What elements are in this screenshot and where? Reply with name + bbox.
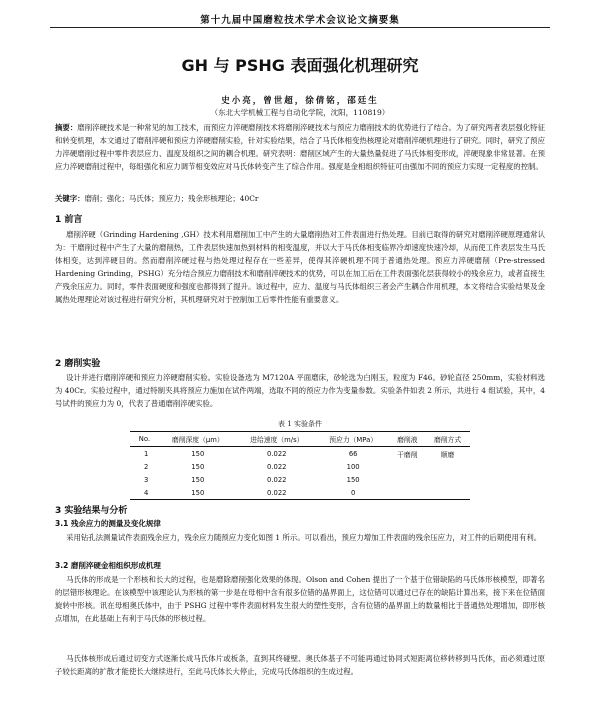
section-3-heading: 3 实验结果与分析: [55, 506, 128, 516]
table-cell: [389, 486, 425, 500]
section-1-paragraph: 磨削淬硬（Grinding Hardening ,GH）技术利用磨削加工中产生的大量磨削热对工件表面进行热处理。目前已取得的研究对磨削淬硬原理通常认为：干磨削过程中产生了大量的磨削热，工件表层快速加热到材料的相变温度，并以大于马氏体相变临界冷却速度快速冷却，从而使工件表层发生马氏体相变，达到淬硬目的。然而磨削淬硬过程与热处理过程存在一些差异，使得其淬硬机理不同于普通热处理。预应力淬硬磨削（Pre-stressed Hardening Grinding，PSHG）充分结合预应力磨削技术和磨削淬硬技术的优势，可以在加工后在工件表面强化层获得较小的残余应力，或者直接生产残余压应力。同时，零件表面硬度和强度也都得到了提升。该过程中，应力、温度与马氏体组织三者会产生耦合作用机理，本文将结合实验结果及金属热处理理论对该过程进行研究分析，其机理研究对于控制加工后零件性能有重要意义。: [55, 230, 545, 304]
section-3-1-paragraph: 采用钻孔法测量试件表面残余应力，残余应力随预应力变化如图 1 所示。可以看出，预应力增加工件表面的残余压应力，对工件的后期使用有利。: [66, 533, 542, 542]
table-cell: [425, 473, 470, 486]
table-cell: 100: [346, 462, 360, 471]
section-3-1-heading: 3.1 残余应力的测量及变化规律: [55, 519, 161, 528]
table-caption: 表 1 实验条件: [278, 420, 322, 428]
table-cell: 3: [144, 475, 149, 484]
table-cell: 66: [348, 449, 358, 458]
table-cell: 150: [346, 475, 360, 484]
table-row: [130, 473, 470, 486]
table-header-cell: 磨削液: [389, 432, 425, 447]
section-1-heading: 1 前言: [55, 215, 83, 225]
table-cell: 150: [191, 462, 205, 471]
running-header: 第十九届中国磨粒技术学术会议论文摘要集: [200, 15, 400, 26]
table-cell: 2: [144, 462, 149, 471]
table-row: [130, 486, 470, 500]
table-header-cell: 进给速度（m/s）: [237, 432, 317, 447]
table-header-cell: No.: [130, 432, 159, 447]
keywords-label: 关键字：: [55, 194, 85, 203]
experiment-table: [130, 431, 470, 500]
table-row: [130, 460, 470, 473]
table-row: [130, 447, 470, 461]
table-cell: 4: [144, 488, 149, 497]
keywords-text: 磨削；强化；马氏体；预应力；残余形核理论；40Cr: [84, 194, 259, 203]
section-3-2-paragraph-2: 马氏体核形成后通过切变方式逐渐长成马氏体片或板条，直到其终碰壁、奥氏体基子不可能再通过协同式短距离位移转移到马氏体，而必须通过原子较长距离的扩散才能使长大继续进行，至此马氏体长大停止，完成马氏体组织的生成过程。: [55, 654, 545, 676]
abstract-label: 摘要：: [55, 123, 78, 132]
table-cell: 0.022: [267, 449, 287, 458]
table-cell: 干磨削: [397, 450, 418, 459]
table-header-cell: 预应力（MPa）: [317, 432, 390, 447]
paper-title: GH 与 PSHG 表面强化机理研究: [181, 56, 419, 75]
keywords: [55, 192, 545, 205]
table-cell: 顺磨: [440, 450, 455, 459]
table-cell: [425, 460, 470, 473]
table-cell: 0.022: [267, 488, 287, 497]
table-header-row: [130, 432, 470, 447]
table-cell: [425, 486, 470, 500]
paper-authors: 史小亮，曾世超，徐倩铭，邵廷生: [221, 96, 379, 106]
table-cell: 0.022: [267, 462, 287, 471]
section-2-paragraph: 设计并进行磨削淬硬和预应力淬硬磨削实验。实验设备选为 M7120A 平面磨床，砂轮选为白刚玉，粒度为 F46。砂轮直径 250mm，实验材料选为 40Cr。实验过程中，通过特制夹具将预应力施加在试件两端，选取不同的预应力作为变量参数。实验条件如表 2 所示，共进行 4 组试验，其中，4 号试件的预应力为 0，代表了普通磨削淬硬实验。: [55, 373, 545, 408]
table-cell: 150: [191, 488, 205, 497]
table-cell: [389, 473, 425, 486]
table-cell: 0.022: [267, 475, 287, 484]
table-cell: 0: [350, 488, 356, 497]
section-3-2-paragraph-1: 马氏体的形成是一个形核和长大的过程，也是磨除磨削强化效果的体现。Olson and Cohen 提出了一个基于位错缺陷的马氏体形核模型，即著名的层错形核理论。在该模型中该理论认为形核的第一步是在母相中含有很多位错的晶界面上，这位错可以通过已存在的缺陷计算出来，接下来在位错面旋转中形核。讯在母相奥氏体中，由于 PSHG 过程中零件表面材料发生很大的塑性变形，含有位错的晶界面上的数量相比于普通热处理增加，即形核点增加，在此基础上有利于马氏体的形核过程。: [55, 575, 545, 623]
section-3-2-heading: 3.2 磨削淬硬金相组织形成机理: [55, 561, 161, 570]
table-header-cell: 磨削深度（μm）: [159, 432, 237, 447]
abstract: [55, 121, 545, 173]
table-cell: 1: [144, 449, 149, 458]
paper-affiliation: （东北大学机械工程与自动化学院，沈阳，110819）: [210, 108, 390, 117]
table-cell: [389, 460, 425, 473]
abstract-text: 磨削淬硬技术是一种常见的加工技术，而预应力淬硬磨削技术将磨削淬硬技术与预应力磨削技术的优势进行了结合。为了研究两者表层强化特征和转变机理，本文通过了磨削淬硬和预应力淬硬磨削实验，针对实验结果，结合了马氏体相变热核理论对磨削淬硬机理进行了研究。同时，研究了预应力淬硬磨削过程中零件表层应力、温度及组织之间的耦合机理。研究表明：磨削区域产生的大量热量促进了马氏体相变形成，淬硬现象非常显著。在预应力淬硬磨削过程中，每组强化和应力调节相变效应对马氏体转变产生了综合作用。强度是金相组织特征可由强加不同的预应力实现一定程度的控制。: [55, 123, 545, 171]
table-cell: 150: [191, 449, 205, 458]
header-rule: [50, 27, 550, 28]
section-2-heading: 2 磨削实验: [55, 359, 101, 369]
table-header-cell: 磨削方式: [425, 432, 470, 447]
table-cell: 150: [191, 475, 205, 484]
